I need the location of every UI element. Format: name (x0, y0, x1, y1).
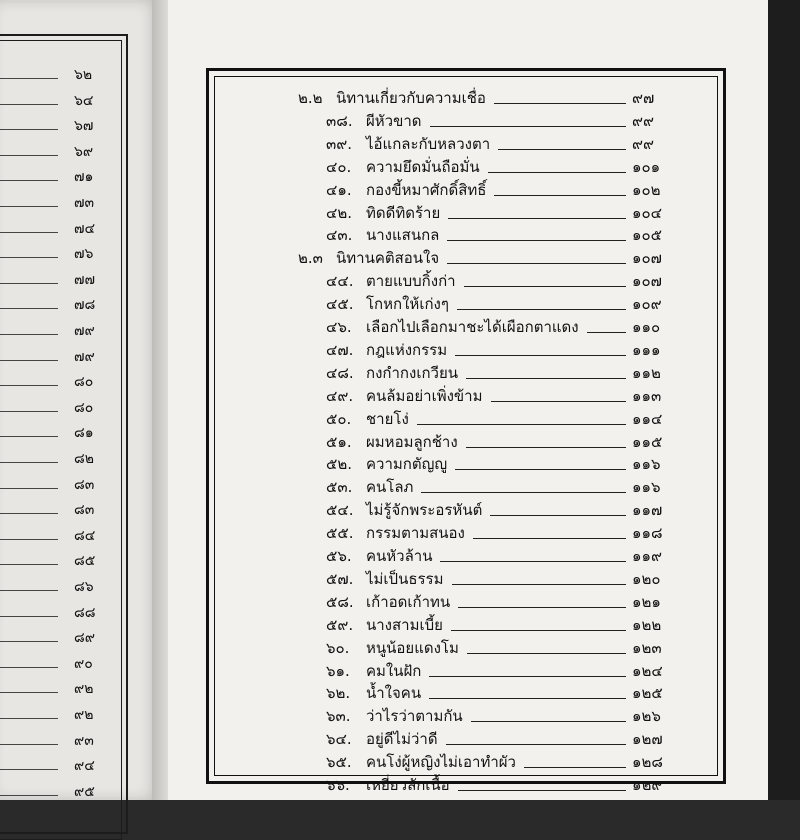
leader-line (446, 744, 626, 745)
left-page-number: ๖๗ (74, 118, 94, 135)
left-page-number: ๘๐ (74, 374, 94, 391)
left-page-number: ๘๔ (74, 527, 96, 544)
toc-page-number: ๑๐๒ (632, 180, 661, 199)
toc-entry-title: คมในฝัก (366, 661, 422, 680)
toc-entry-title: กฎแห่งกรรม (366, 340, 448, 359)
toc-page-number: ๑๑๖ (632, 478, 661, 497)
toc-page-number: ๑๐๙ (632, 295, 662, 314)
left-page-number: ๘๖ (74, 579, 94, 595)
toc-entry-title: นางสามเบี้ย (366, 615, 443, 634)
toc-entry-number: ๕๖. (326, 547, 352, 565)
leader-line (457, 309, 626, 310)
toc-entry-row (0, 269, 800, 293)
toc-page-number: ๑๐๗ (632, 272, 662, 291)
toc-entry-row (0, 292, 800, 316)
toc-page-number: ๑๒๓ (632, 638, 662, 657)
toc-entry-number: ๕๒. (326, 455, 353, 474)
toc-entry-title: คนโง่ผู้หญิงไม่เอาทำผัว (366, 753, 516, 772)
toc-entry-row (0, 681, 800, 705)
left-page-number: ๖๔ (74, 92, 94, 109)
left-page-number: ๖๙ (74, 143, 94, 160)
leader-line (473, 538, 626, 539)
toc-page-number: ๑๐๔ (632, 203, 663, 222)
leader-line (524, 767, 626, 768)
toc-entry-row (0, 590, 800, 614)
toc-entry-title: อยู่ดีไม่ว่าดี (366, 730, 438, 749)
leader-line (464, 286, 626, 287)
toc-entry-number: ๖๑. (326, 661, 350, 680)
toc-entry-number: ๔๐. (326, 157, 352, 176)
leader-line (467, 653, 626, 654)
toc-entry-row (0, 567, 800, 591)
left-page-number: ๗๑ (74, 169, 94, 186)
left-page-number: ๙๒ (74, 707, 94, 723)
left-page-number: ๘๘ (74, 604, 96, 621)
left-page-number: ๙๐ (74, 655, 93, 672)
leader-line (451, 630, 626, 631)
toc-entry-title: ผีหัวขาด (366, 111, 422, 130)
toc-entry-row (0, 659, 800, 683)
toc-entry-row (0, 201, 800, 225)
toc-section-row (0, 86, 800, 110)
toc-entry-title: ความยึดมั่นถือมั่น (366, 157, 480, 176)
leader-line (498, 149, 626, 150)
toc-entry-row (0, 773, 800, 797)
toc-entry-number: ๕๗. (326, 569, 354, 588)
toc-entry-title: ไอ้แกละกับหลวงตา (366, 134, 491, 153)
left-page-number: ๗๖ (74, 246, 94, 263)
toc-entry-row (0, 338, 800, 362)
leader-line (417, 424, 626, 425)
toc-entry-title: ชายโง่ (366, 409, 409, 428)
toc-entry-row (0, 132, 800, 156)
toc-page-number: ๑๒๒ (632, 615, 662, 634)
toc-entry-row (0, 361, 800, 385)
toc-page-number: ๑๑๓ (632, 386, 662, 405)
toc-entry-title: ทิดดีทิดร้าย (366, 203, 441, 222)
toc-page-number: ๑๒๔ (632, 661, 663, 680)
toc-entry-title: เหยี่ยวลักเนื้อ (366, 776, 450, 794)
toc-entry-number: ๕๓. (326, 478, 353, 497)
toc-entry-row (0, 407, 800, 431)
toc-page-number: ๙๗ (632, 89, 655, 107)
toc-entry-row (0, 109, 800, 133)
toc-entry-number: ๖๔. (326, 730, 352, 749)
toc-entry-title: เก้าอดเก้าทน (366, 592, 451, 611)
toc-entry-title: กงกำกงเกวียน (366, 363, 458, 382)
toc-entry-number: ๔๒. (326, 203, 353, 222)
leader-line (429, 698, 626, 699)
leader-line (458, 790, 626, 791)
toc-entry-title: กรรมตามสนอง (366, 524, 465, 543)
left-page-number: ๘๙ (74, 630, 96, 647)
toc-page-number: ๑๑๕ (632, 432, 663, 451)
leader-line (466, 447, 626, 448)
left-page-number: ๙๔ (74, 758, 95, 775)
toc-entry-number: ๔๔. (326, 272, 354, 291)
toc-entry-number: ๕๐. (326, 409, 352, 428)
left-page-number: ๗๓ (74, 195, 95, 211)
toc-entry-row (0, 544, 800, 568)
toc-entry-row (0, 430, 800, 454)
toc-page-number: ๑๑๖ (632, 455, 661, 474)
toc-entry-title: ตายแบบกิ้งก่า (366, 272, 456, 291)
toc-page-number: ๑๑๐ (632, 318, 661, 336)
leader-line (429, 676, 626, 677)
toc-entry-number: ๔๓. (326, 226, 353, 245)
leader-line (494, 195, 626, 196)
toc-entry-number: ๓๘. (326, 111, 353, 130)
leader-line (430, 126, 626, 127)
toc-entry-number: ๔๘. (326, 363, 354, 382)
toc-page-number: ๑๒๙ (632, 776, 663, 794)
toc-page-number: ๑๒๕ (632, 684, 663, 703)
left-page-number: ๙๕ (74, 783, 95, 800)
toc-entry-title: ผมหอมลูกช้าง (366, 432, 458, 451)
toc-entry-number: ๒.๓ (298, 249, 323, 268)
toc-page-number: ๙๙ (632, 134, 654, 153)
toc-entry-row (0, 178, 800, 202)
left-page-row (0, 60, 120, 86)
leader-line (491, 401, 626, 402)
toc-entry-row (0, 636, 800, 660)
leader-line (448, 218, 626, 219)
left-page-number: ๘๑ (74, 425, 94, 442)
left-page-number: ๘๓ (74, 502, 95, 519)
toc-entry-number: ๖๐. (326, 638, 350, 657)
toc-entry-number: ๔๙. (326, 386, 354, 405)
toc-entry-row (0, 315, 800, 339)
toc-entry-row (0, 475, 800, 499)
toc-entry-number: ๖๒. (326, 684, 351, 703)
toc-entry-title: นางแสนกล (366, 226, 440, 245)
toc-entry-row (0, 613, 800, 637)
left-page-number: ๗๗ (74, 271, 96, 288)
toc-page-number: ๑๒๗ (632, 730, 663, 749)
left-page-number: ๗๔ (74, 220, 96, 237)
toc-entry-title: นิทานเกี่ยวกับความเชื่อ (336, 89, 486, 107)
leader-line (447, 240, 626, 241)
toc-entry-number: ๒.๒ (298, 89, 323, 107)
leader-line (458, 607, 626, 608)
toc-entry-row (0, 498, 800, 522)
leader-line (0, 78, 58, 79)
toc-entry-row (0, 727, 800, 751)
toc-entry-row (0, 452, 800, 476)
toc-page-number: ๑๑๒ (632, 363, 661, 382)
toc-entry-row (0, 521, 800, 545)
toc-entry-row (0, 155, 800, 179)
toc-page-number: ๑๑๗ (632, 501, 663, 520)
toc-entry-row (0, 223, 800, 247)
toc-entry-title: ไม่เป็นธรรม (366, 569, 444, 588)
left-page-number: ๗๙ (74, 323, 95, 339)
toc-page-number: ๙๙ (632, 111, 654, 130)
leader-line (455, 469, 626, 470)
toc-entry-title: น้ำใจคน (366, 684, 422, 703)
toc-entry-row (0, 384, 800, 408)
toc-entry-number: ๕๙. (326, 615, 354, 634)
toc-entry-row (0, 704, 800, 728)
leader-line (587, 332, 626, 333)
leader-line (455, 355, 626, 356)
toc-page-number: ๑๑๑ (632, 340, 661, 359)
toc-entry-title: กองขี้หมาศักดิ์สิทธิ์ (366, 180, 487, 199)
leader-line (494, 103, 626, 104)
left-page-number: ๗๙ (74, 348, 95, 365)
left-page-number: ๘๒ (74, 451, 95, 467)
leader-line (471, 721, 626, 722)
toc-entry-title: คนหัวล้าน (366, 547, 433, 565)
toc-entry-title: ความกตัญญู (366, 455, 448, 474)
leader-line (447, 263, 626, 264)
toc-entry-title: ว่าไรว่าตามกัน (366, 707, 463, 726)
leader-line (421, 492, 626, 493)
toc-page-number: ๑๐๕ (632, 226, 663, 245)
leader-line (488, 172, 626, 173)
toc-entry-title: นิทานคติสอนใจ (336, 249, 440, 268)
toc-entry-number: ๔๕. (326, 295, 354, 314)
leader-line (490, 515, 626, 516)
toc-entry-number: ๕๘. (326, 592, 354, 611)
toc-entry-title: คนโลภ (366, 478, 414, 497)
left-page-number: ๘๐ (74, 399, 94, 416)
toc-entry-title: คนล้มอย่าเพิ่งข้าม (366, 386, 483, 405)
toc-entry-number: ๔๗. (326, 340, 354, 359)
toc-entry-number: ๕๑. (326, 432, 352, 451)
left-page-number: ๙๒ (74, 681, 94, 698)
leader-line (440, 561, 626, 562)
leader-line (452, 584, 626, 585)
toc-page-number: ๑๑๙ (632, 547, 663, 565)
toc-page-number: ๑๒๘ (632, 753, 663, 772)
toc-entry-number: ๓๙. (326, 134, 353, 153)
toc-entry-title: ไม่รู้จักพระอรหันต์ (366, 501, 483, 520)
toc-page-number: ๑๒๐ (632, 569, 661, 588)
left-page-number: ๖๒ (74, 67, 93, 83)
leader-line (466, 378, 626, 379)
toc-page-number: ๑๐๗ (632, 249, 662, 268)
toc-entry-number: ๖๕. (326, 753, 352, 772)
toc-entry-number: ๕๕. (326, 524, 354, 543)
toc-page-number: ๑๒๑ (632, 592, 661, 611)
toc-page-number: ๑๐๑ (632, 157, 661, 176)
left-page-number: ๘๕ (74, 553, 96, 570)
toc-entry-number: ๔๖. (326, 318, 352, 336)
left-page-number: ๙๓ (74, 732, 94, 749)
toc-entry-title: เลือกไปเลือกมาชะได้เผือกตาแดง (366, 318, 579, 336)
toc-entry-number: ๕๔. (326, 501, 354, 520)
toc-page-number: ๑๑๔ (632, 409, 663, 428)
toc-entry-number: ๖๓. (326, 707, 351, 726)
toc-entry-title: หนูน้อยแดงโม (366, 638, 459, 657)
toc-entry-title: โกหกให้เก่งๆ (366, 295, 449, 314)
toc-entry-number: ๔๑. (326, 180, 352, 199)
left-page-number: ๗๘ (74, 297, 96, 314)
toc-section-row (0, 246, 800, 270)
toc-page-number: ๑๒๖ (632, 707, 661, 726)
toc-page-number: ๑๑๘ (632, 524, 663, 543)
toc-entry-number: ๖๖. (326, 776, 350, 794)
left-page-number: ๘๓ (74, 476, 95, 493)
toc-entry-row (0, 750, 800, 774)
